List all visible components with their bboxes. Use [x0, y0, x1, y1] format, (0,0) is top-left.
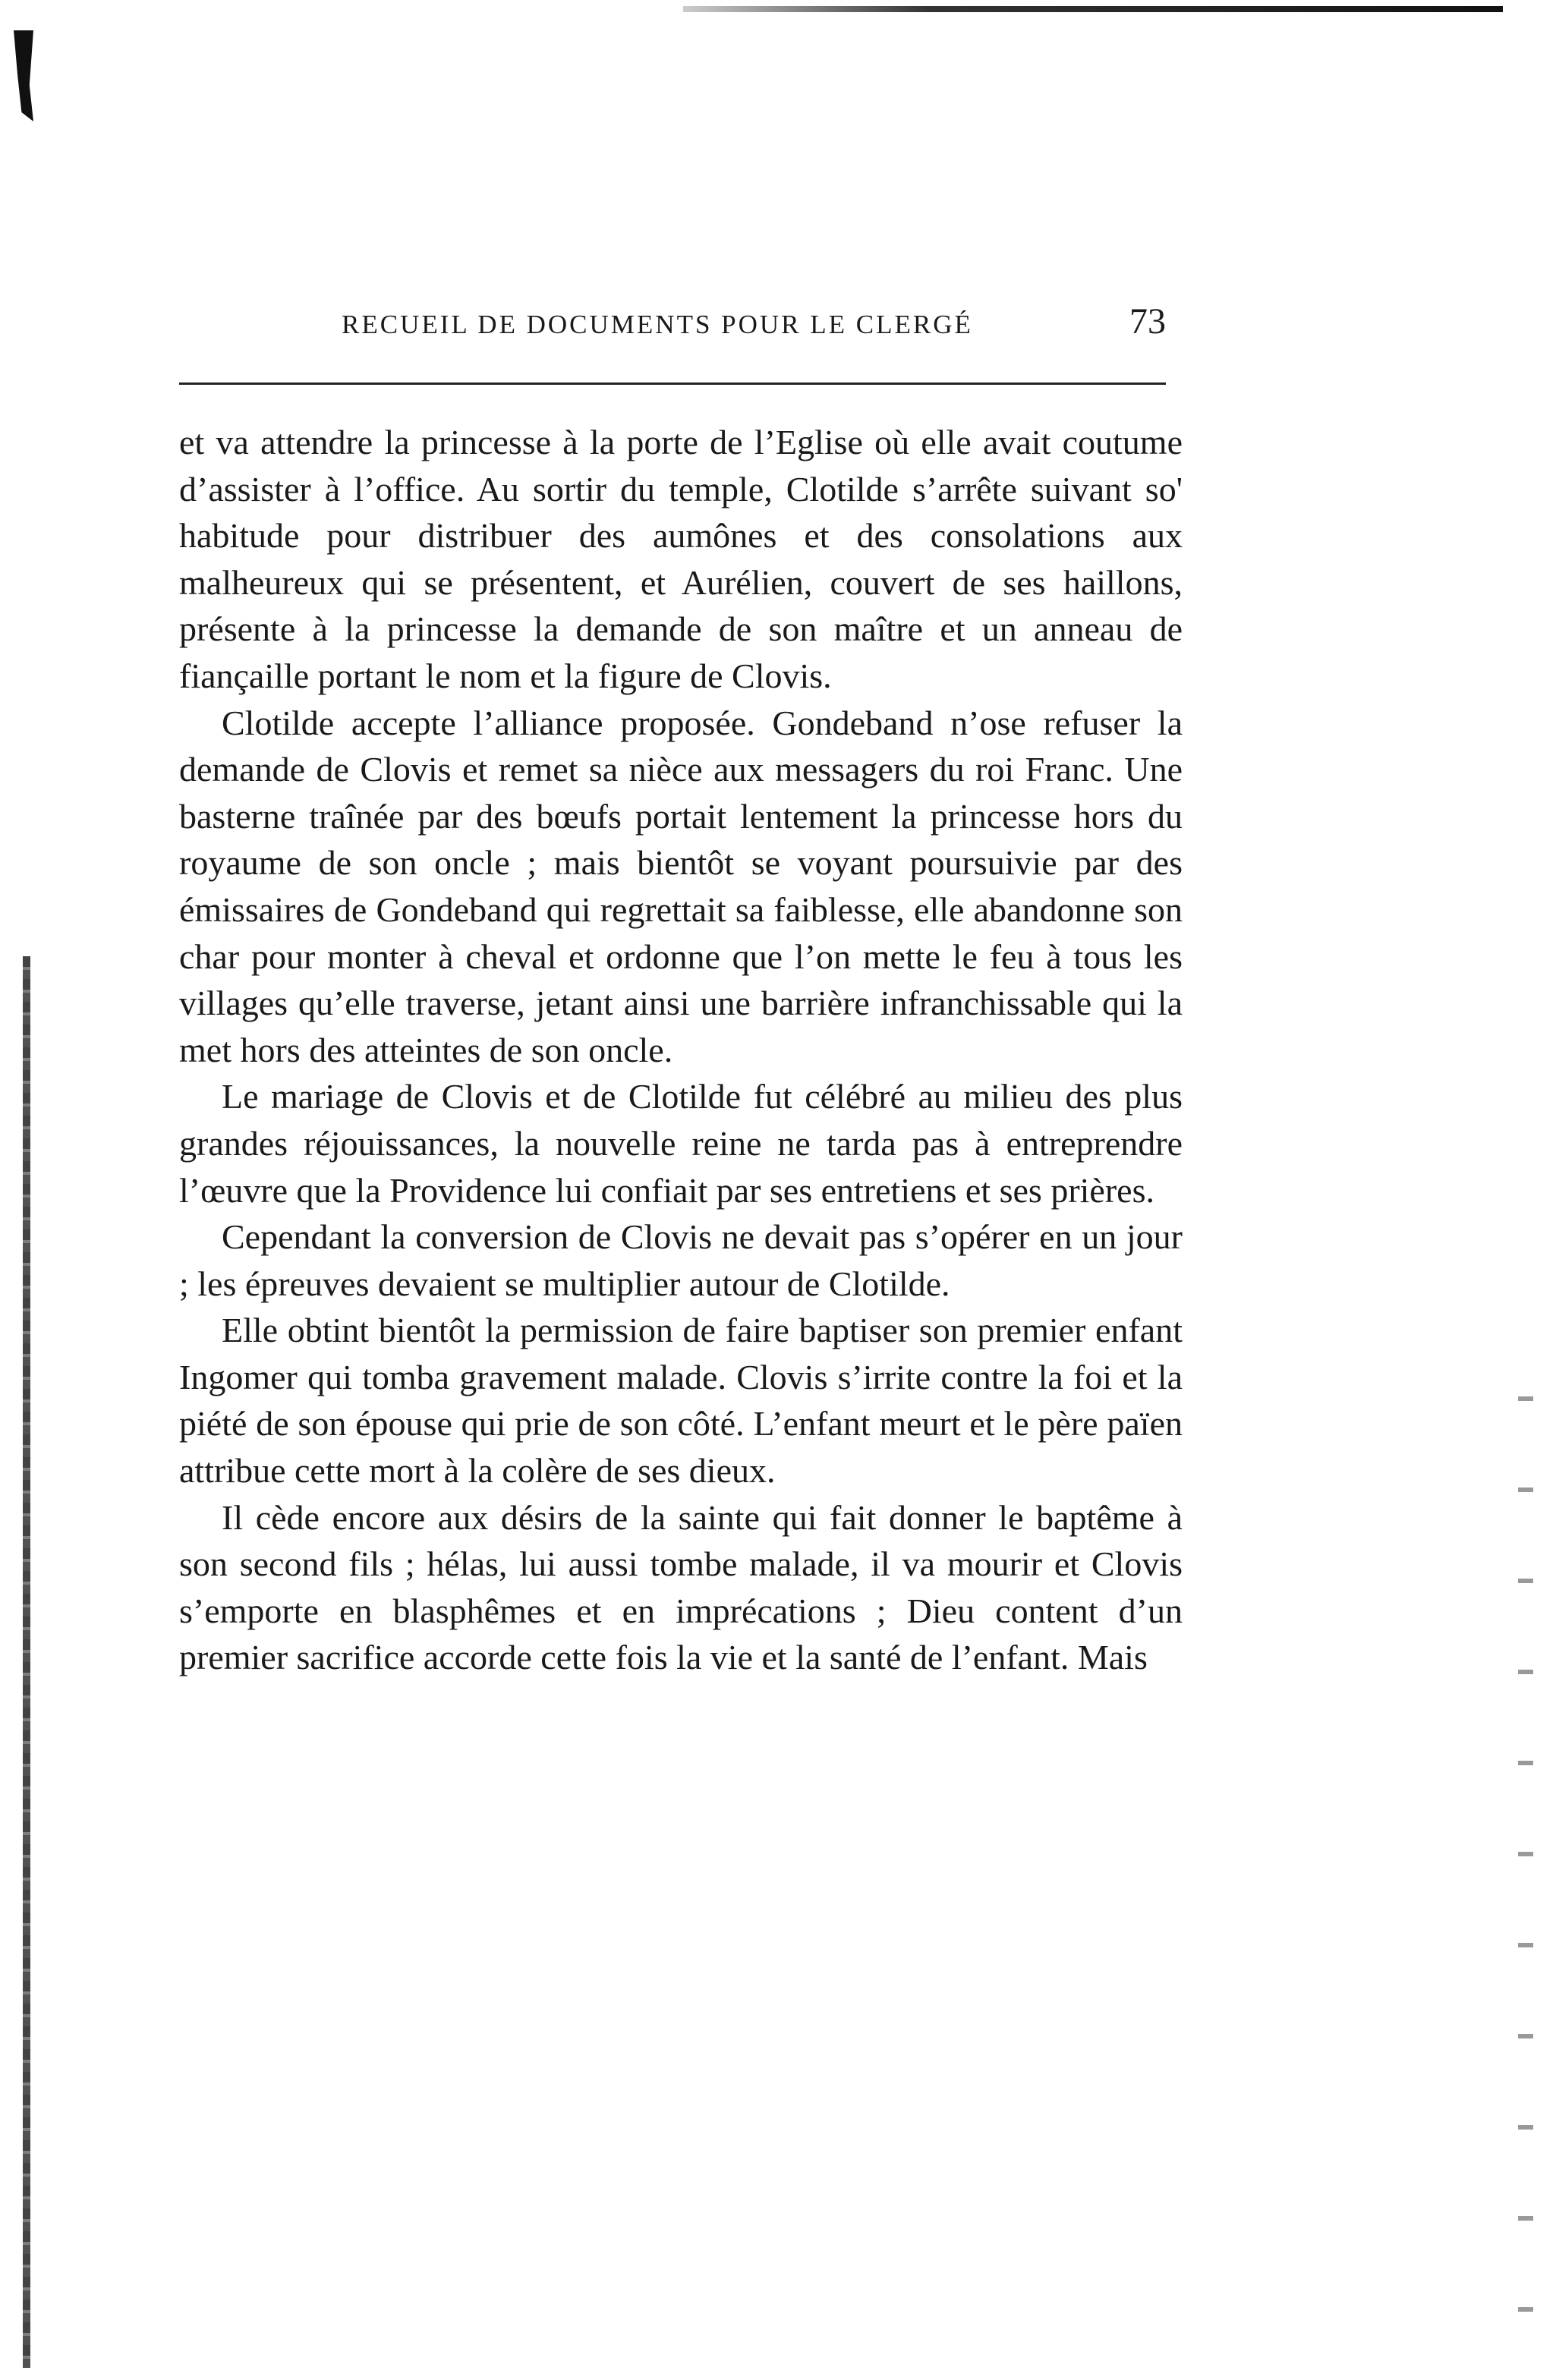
header-rule: [179, 382, 1166, 385]
paragraph: Il cède encore aux désirs de la sainte qui fait donner le baptême à son second fils ; hélas, lui aussi tombe malade, il va mourir et Clovis s’emporte en blasphêmes et en imprécations ; Dieu content d’un premier sacrifice accorde cette fois la vie et la santé de l’enfant. Mais: [179, 1497, 1183, 1677]
paragraph: Elle obtint bientôt la permission de faire baptiser son premier enfant Ingomer qui tomba gravement malade. Clovis s’irrite contre la foi et la piété de son épouse qui prie de son côté. L’enfant meurt et le père païen attribue cette mort à la colère de ses dieux.: [179, 1311, 1183, 1491]
scan-ink-mark: [14, 30, 33, 121]
scan-edge-artifact: [683, 6, 1503, 12]
binding-edge: [0, 0, 46, 2380]
paragraph: Le mariage de Clovis et de Clotilde fut célébré au milieu des plus grandes réjouissances, la nouvelle reine ne tarda pas à entreprendre l’œuvre que la Providence lui confiait par ses entretiens et ses prières.: [179, 1077, 1183, 1210]
binding-strip: [23, 956, 30, 2368]
paragraph: Clotilde accepte l’alliance proposée. Gondeband n’ose refuser la demande de Clovis et remet sa nièce aux messagers du roi Franc. Une basterne traînée par des bœufs portait lentement la princesse hors du royaume de son oncle ; mais bientôt se voyant poursuivie par des émissaires de Gondeband qui regrettait sa faiblesse, elle abandonne son char pour monter à cheval et ordonne que l’on mette le feu à tous les villages qu’elle traverse, jetant ainsi une barrière infranchissable qui la met hors des atteintes de son oncle.: [179, 703, 1183, 1069]
body-text: [179, 419, 1183, 1681]
running-head: RECUEIL DE DOCUMENTS POUR LE CLERGÉ: [342, 310, 973, 339]
paragraph: Cependant la conversion de Clovis ne devait pas s’opérer en un jour ; les épreuves devaient se multiplier autour de Clotilde.: [179, 1217, 1183, 1303]
scan-specks: [1518, 1351, 1533, 2353]
paragraph: et va attendre la princesse à la porte de l’Eglise où elle avait coutume d’assister à l’office. Au sortir du temple, Clotilde s’arrête suivant so' habitude pour distribuer des aumônes et des consolations aux malheureux qui se présentent, et Aurélien, couvert de ses haillons, présente à la princesse la demande de son maître et un anneau de fiançaille portant le nom et la figure de Clovis.: [179, 423, 1183, 695]
page-number: 73: [1129, 301, 1166, 342]
